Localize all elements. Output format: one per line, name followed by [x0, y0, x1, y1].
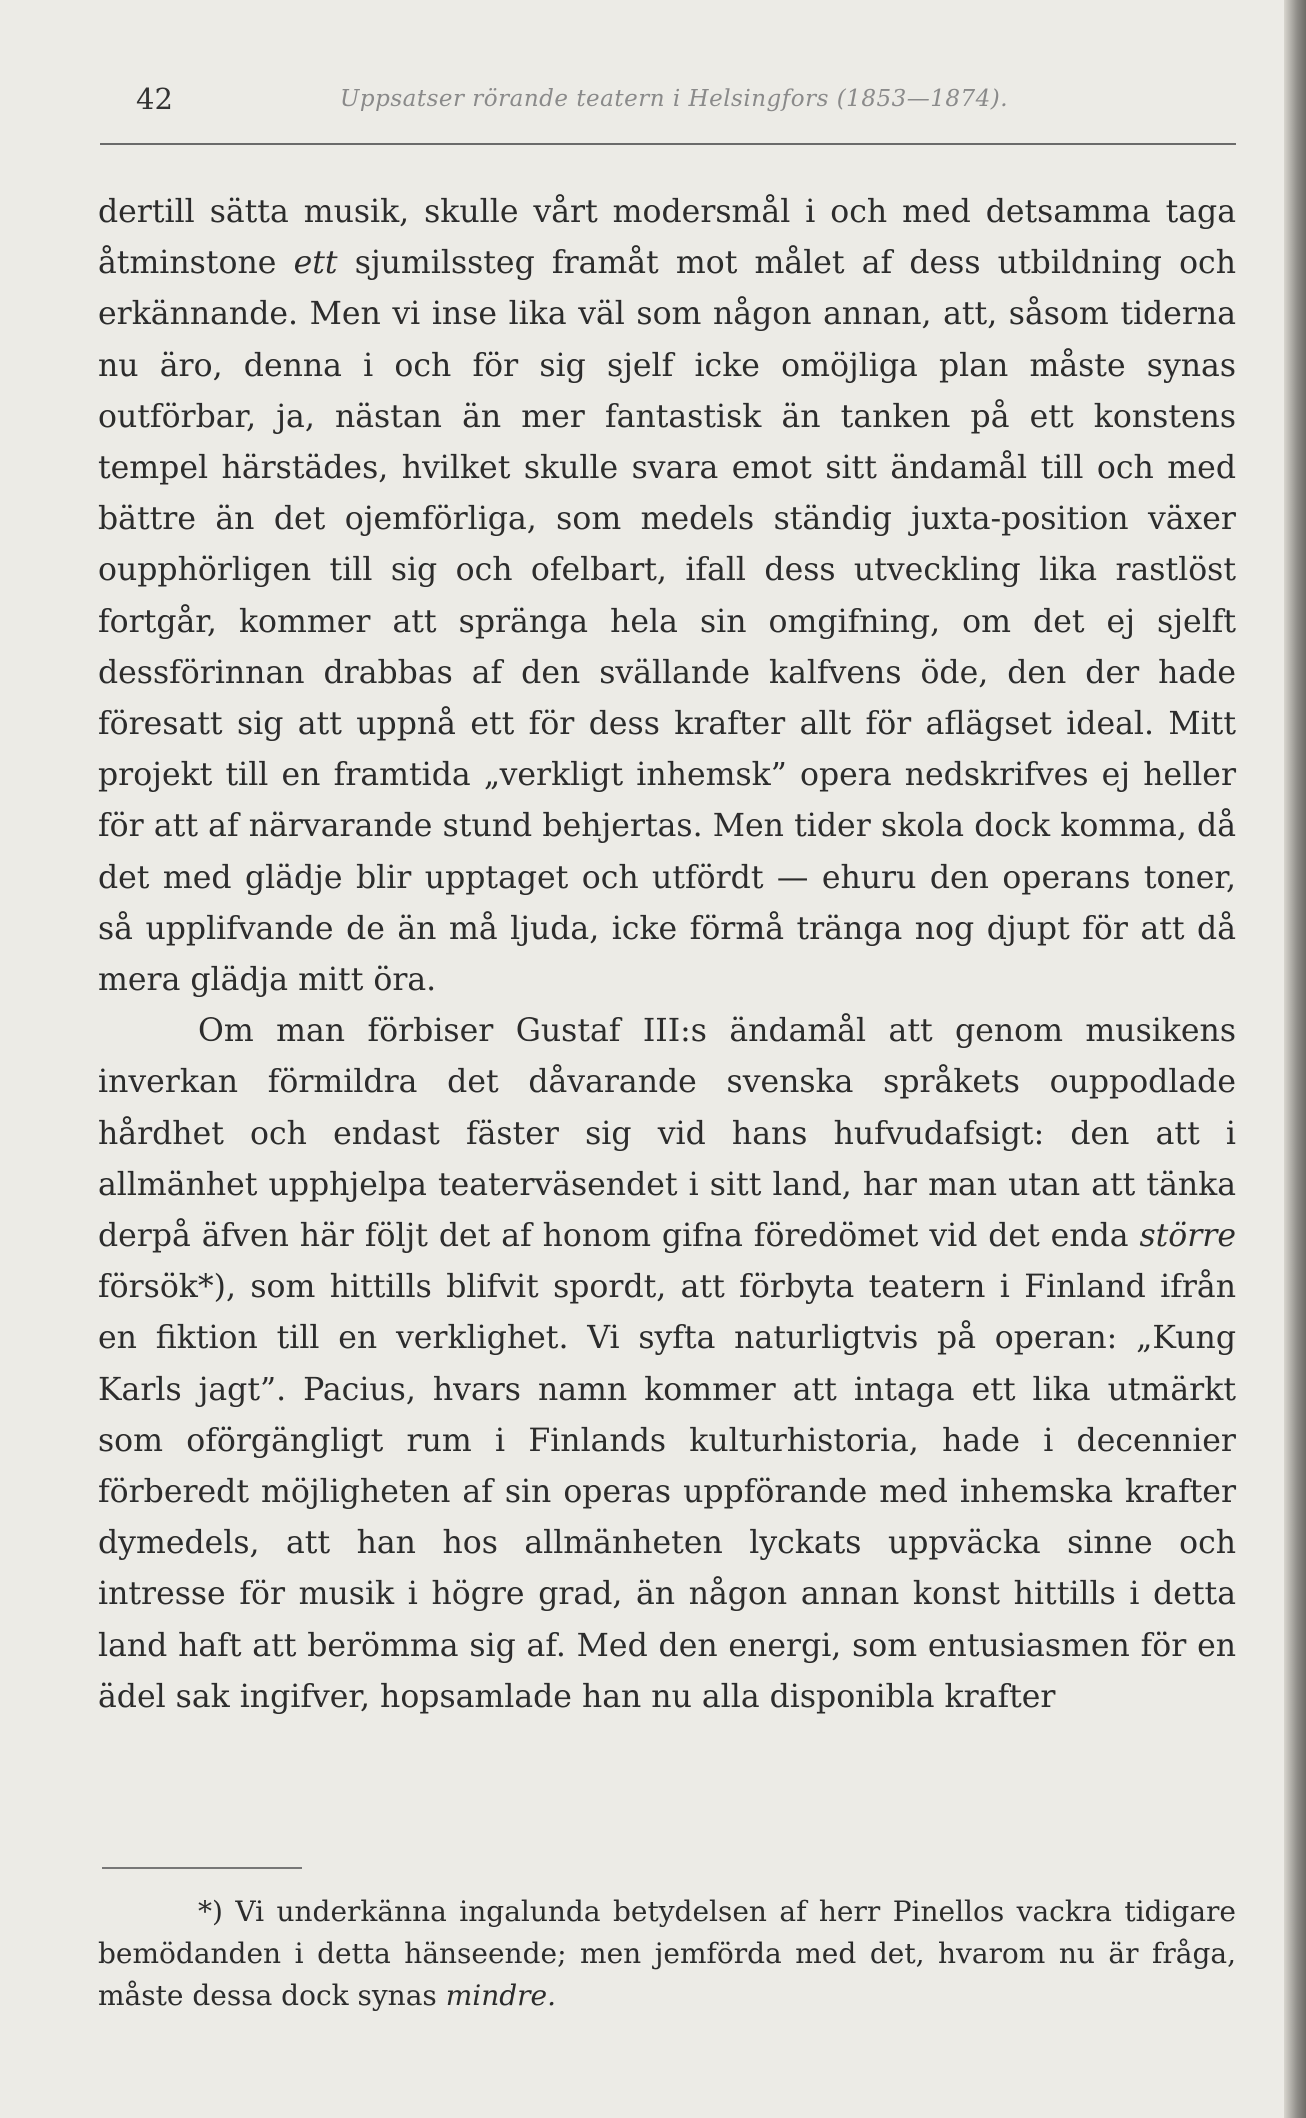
page-header	[100, 82, 1240, 122]
footnote	[98, 1891, 1236, 2017]
paragraph-1-part-2: sjumilssteg framåt mot målet af dess utbildning och erkännande. Men vi inse lika väl som någon annan, att, såsom tiderna nu äro, denna i och för sig sjelf icke omöjliga plan måste synas outförbar, ja, nästan än mer fantastisk än tanken på ett konstens tempel härstädes, hvilket skulle svara emot sitt ändamål till och med bättre än det ojemförliga, som medels ständig juxta-position växer oupphörligen till sig och ofelbart, ifall dess utveckling lika rastlöst fortgår, kommer att spränga hela sin omgifning, om det ej sjelft dessförinnan drabbas af den svällande kalfvens öde, den der hade föresatt sig att uppnå ett för dess krafter allt för aflägset ideal. Mitt projekt till en framtida „verkligt inhemsk” opera nedskrifves ej heller för att af närvarande stund behjertas. Men tider skola dock komma, då det med glädje blir upptaget och utfördt — ehuru den operans toner, så upplifvande de än må ljuda, icke förmå tränga nog djupt för att då mera glädja mitt öra.	[98, 245, 1236, 999]
footnote-emphasis: mindre.	[445, 1979, 557, 2012]
footnote-rule	[102, 1867, 302, 1869]
paragraph-2	[98, 1006, 1236, 1723]
paragraph-2-part-2: försök*), som hittills blifvit spordt, att förbyta teatern i Finland ifrån en fiktion till en verklighet. Vi syfta naturligtvis på operan: „Kung Karls jagt”. Pacius, hvars namn kommer att intaga ett lika utmärkt som oförgängligt rum i Finlands kulturhistoria, hade i decennier förberedt möjligheten af sin operas uppförande med inhemska krafter dymedels, att han hos allmänheten lyckats uppväcka sinne och intresse för musik i högre grad, än någon annan konst hittills i detta land haft att berömma sig af. Med den energi, som entusiasmen för en ädel sak ingifver, hopsamlade han nu alla disponibla krafter	[98, 1269, 1236, 1715]
page-number: 42	[136, 82, 173, 116]
paragraph-1-part-1: dertill sätta musik, skulle vårt modersmål i och med detsamma taga åtminstone	[98, 194, 1236, 282]
paragraph-2-part-1: Om man förbiser Gustaf III:s ändamål att genom musikens inverkan förmildra det dåvarande svenska språkets ouppodlade hårdhet och endast fäster sig vid hans hufvudafsigt: den att i allmänhet upphjelpa teaterväsendet i sitt land, har man utan att tänka derpå äfven här följt det af honom gifna föredömet vid det enda	[98, 1013, 1236, 1255]
body-text	[98, 187, 1236, 1723]
footnote-text	[98, 1891, 1236, 2017]
paragraph-2-emphasis: större	[1139, 1218, 1236, 1255]
paragraph-1	[98, 187, 1236, 1006]
paragraph-1-emphasis: ett	[293, 245, 338, 282]
footnote-part-1: *) Vi underkänna ingalunda betydelsen af herr Pinellos vackra tidigare bemödanden i detta hänseende; men jemförda med det, hvarom nu är fråga, måste dessa dock synas	[98, 1895, 1236, 2012]
header-rule	[100, 143, 1236, 145]
page-edge-shadow	[1284, 0, 1306, 2118]
running-title: Uppsatser rörande teatern i Helsingfors (1853—1874).	[340, 86, 1009, 112]
